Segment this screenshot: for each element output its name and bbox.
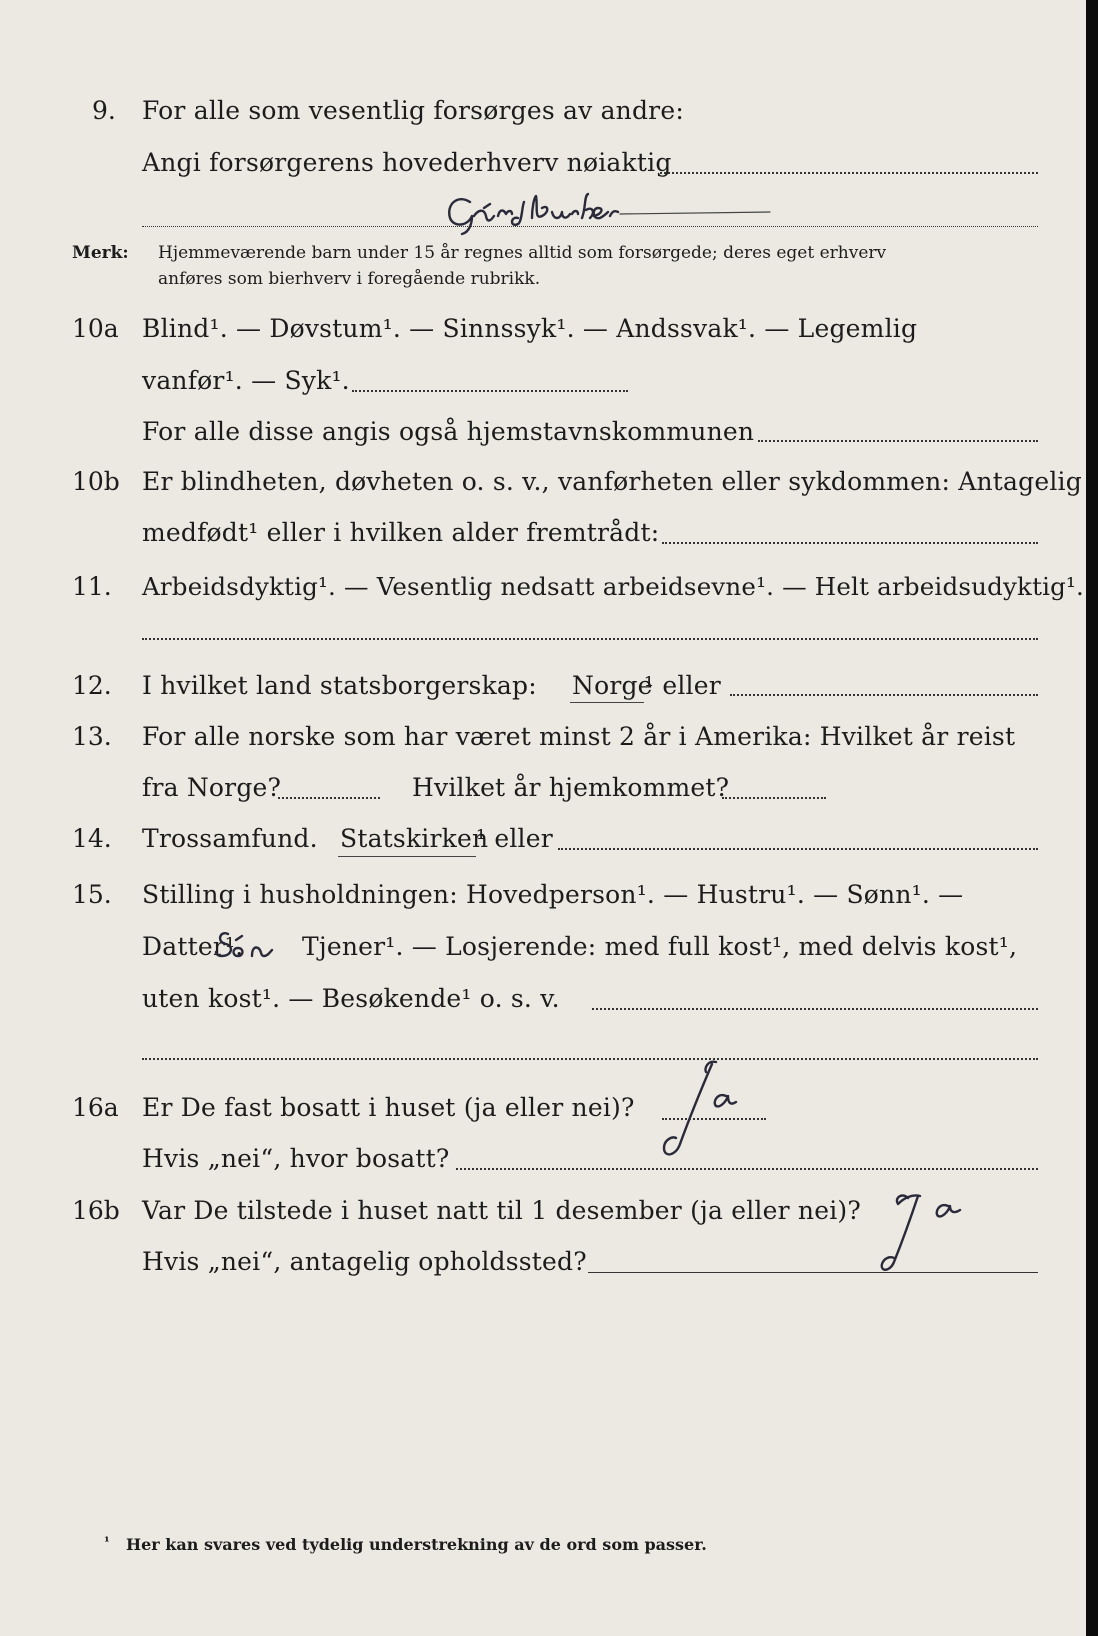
q9-answer-line-2 — [142, 226, 1038, 227]
q10b-number: 10b — [72, 467, 120, 496]
q9-number: 9. — [92, 96, 116, 125]
q13-reist-answer-line — [278, 797, 380, 799]
q11-line1: Arbeidsdyktig¹. — Vesentlig nedsatt arbeidsevne¹. — Helt arbeidsudyktig¹. — [142, 572, 1085, 601]
q9-question-line1: For alle som vesentlig forsørges av andre: — [142, 96, 684, 125]
merk-label: Merk: — [72, 243, 129, 263]
q16b-number: 16b — [72, 1196, 120, 1225]
q15-number: 15. — [72, 880, 112, 909]
q10a-number: 10a — [72, 314, 119, 343]
q13-hjemkommet-answer-line — [722, 797, 826, 799]
q9-answer-line — [660, 172, 1038, 174]
scan-edge — [1086, 0, 1098, 1636]
q10a-syk-answer-line — [352, 390, 628, 392]
q14-statskirken-underline — [338, 856, 476, 857]
merk-line2: anføres som bierhverv i foregående rubrikk. — [158, 269, 541, 289]
q16b-line2: Hvis „nei“, antagelig opholdssted? — [142, 1247, 587, 1276]
q14-statskirken-underlined: Statskirken — [340, 824, 489, 853]
q12-norge-underlined: Norge — [572, 671, 653, 700]
q14-line1-c: ¹ eller — [476, 824, 553, 853]
q16a-number: 16a — [72, 1093, 119, 1122]
q13-number: 13. — [72, 722, 112, 751]
q9-question-line2: Angi forsørgerens hovederhverv nøiaktig — [142, 148, 672, 177]
q10a-hjemstavn-answer-line — [758, 440, 1038, 442]
q10b-answer-line — [662, 542, 1038, 544]
q11-number: 11. — [72, 572, 112, 601]
q10a-line2: vanfør¹. — Syk¹. — [142, 366, 350, 395]
q11-answer-line — [142, 638, 1038, 640]
q10a-line1: Blind¹. — Døvstum¹. — Sinnssyk¹. — Andssvak¹. — Legemlig — [142, 314, 918, 343]
q14-number: 14. — [72, 824, 112, 853]
q9-handwritten-answer — [440, 188, 800, 238]
q13-line2-b: Hvilket år hjemkommet? — [412, 773, 730, 802]
merk-line1: Hjemmeværende barn under 15 år regnes alltid som forsørgede; deres eget erhverv — [158, 243, 887, 263]
q10b-line2: medfødt¹ eller i hvilken alder fremtrådt: — [142, 518, 660, 547]
q12-norge-underline — [570, 702, 644, 703]
q15-line3: uten kost¹. — Besøkende¹ o. s. v. — [142, 984, 560, 1013]
q12-line1-c: ¹ eller — [644, 671, 721, 700]
q16b-line1: Var De tilstede i huset natt til 1 desember (ja eller nei)? — [142, 1196, 861, 1225]
q16a-answer-line — [662, 1118, 766, 1120]
q12-answer-line — [730, 694, 1038, 696]
q16a-line2: Hvis „nei“, hvor bosatt? — [142, 1144, 450, 1173]
q13-line1: For alle norske som har været minst 2 år i Amerika: Hvilket år reist — [142, 722, 1016, 751]
q16b-handwritten-answer — [864, 1180, 1004, 1280]
q16a-handwritten-answer — [640, 1052, 780, 1162]
q15-line2-a: Datter¹. — [142, 932, 244, 961]
q15-answer-line — [592, 1008, 1038, 1010]
q14-line1-a: Trossamfund. — [142, 824, 318, 853]
q14-answer-line — [558, 848, 1038, 850]
q15-handwritten-answer — [214, 920, 304, 964]
footnote-mark: ¹ — [104, 1535, 110, 1550]
q12-line1-a: I hvilket land statsborgerskap: — [142, 671, 537, 700]
q15-line2-b: Tjener¹. — Losjerende: med full kost¹, med delvis kost¹, — [302, 932, 1018, 961]
q16a-line1: Er De fast bosatt i huset (ja eller nei)? — [142, 1093, 635, 1122]
q16a-bosatt-answer-line — [456, 1168, 1038, 1170]
q12-number: 12. — [72, 671, 112, 700]
q13-line2-a: fra Norge? — [142, 773, 282, 802]
q10b-line1: Er blindheten, døvheten o. s. v., vanførheten eller sykdommen: Antagelig — [142, 467, 1082, 496]
q15-line1: Stilling i husholdningen: Hovedperson¹. — Hustru¹. — Sønn¹. — — [142, 880, 964, 909]
footnote-text: Her kan svares ved tydelig understrekning av de ord som passer. — [126, 1535, 707, 1554]
q15-answer-line-2 — [142, 1058, 1038, 1060]
q10a-line3: For alle disse angis også hjemstavnskommunen — [142, 417, 755, 446]
q16b-answer-line — [588, 1272, 1038, 1273]
